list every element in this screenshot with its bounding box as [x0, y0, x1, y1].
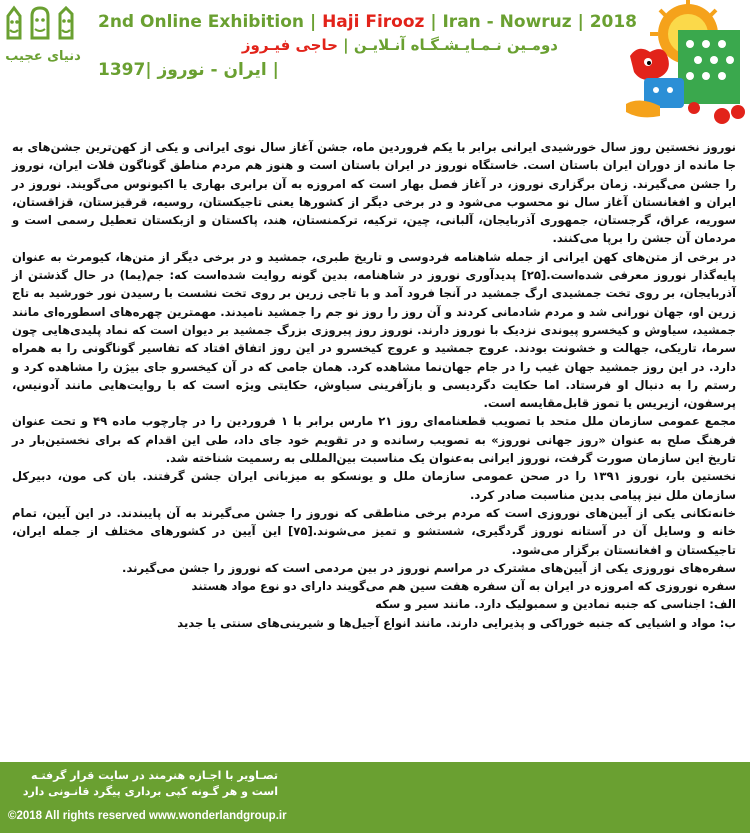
title-persian-separator: | [337, 36, 354, 54]
title-english [98, 10, 638, 34]
page-header [0, 0, 750, 130]
paragraph: نخستین بار، نوروز ۱۳۹۱ را در صحن عمومی سازمان ملل و یونسکو به میزبانی ایران جشن گرفتند. بان کی مون، دبیرکل سازمان ملل نیز پیامی بدین مناسبت صادر کرد. [12, 469, 736, 502]
artist-name-english: Haji Firooz [322, 12, 425, 32]
haji-firooz-illustration [620, 0, 750, 130]
copyright-line-2: است و هر گـونه کپی برداری پیگرد قانـونی دارد [22, 785, 278, 798]
wonderland-logo [4, 4, 82, 70]
title-prefix: 2nd Online Exhibition [98, 12, 305, 32]
title-rest: | Iran - Nowruz | 2018 [424, 12, 638, 32]
paragraph: ب: مواد و اشیایی که جنبه خوراکی و پذیرایی دارند. مانند انواع آجیل‌ها و شیرینی‌های سنتی یا جدید [177, 615, 736, 630]
exhibition-title-block [98, 10, 638, 82]
title-separator: | [304, 12, 323, 32]
country-occasion-persian: | ایران - نوروز | [145, 60, 285, 80]
title-persian-main: دومـین نـمـایـشـگـاه آنـلایـن [353, 36, 558, 54]
paragraph: سفره نوروزی که امروزه در ایران به آن سفره هفت سین هم می‌گویند دارای دو نوع مواد هستند [191, 579, 736, 594]
year-persian: 1397 [98, 60, 146, 80]
paragraph: نوروز نخستین روز سال خورشیدی ایرانی برابر با یکم فروردین ماه، جشن آغاز سال نوی ایرانی و یکی از کهن‌ترین جشن‌های به جا مانده از دوران ایران باستان است. خاستگاه نوروز در ایران باستان است و هنوز هم مردم مناطق گوناگون فلات ایران، نوروز را جشن می‌گیرند. زمان برگزاری نوروز، در آغاز فصل بهار است که امروزه به آن برابری بهاری یا اکیونوس می‌گویند. نوروز در ایران و افغانستان آغاز سال نو محسوب می‌شود و در برخی دیگر از کشورها یعنی تاجیکستان، روسیه، قرقیزستان، قزاقستان، سوریه، عراق، گرجستان، جمهوری آذربایجان، آلبانی، چین، ترکیه، ترکمنستان، هند، پاکستان و ازبکستان تعطیل رسمی است و مردمان آن جشن را برپا می‌کنند. [12, 140, 736, 246]
copyright-line-1: تصـاویر با اجـازه هنرمند در سایت قرار گرفتـه [31, 769, 278, 782]
copyright-english: ©2018 All rights reserved www.wonderlandgroup.ir [8, 810, 287, 822]
artist-name-persian: حاجی فیـروز [241, 36, 338, 54]
copyright-notice-persian [8, 768, 278, 800]
title-persian-year-line [98, 58, 618, 82]
logo-text: دنیای عجیب [5, 49, 81, 64]
page-footer [0, 762, 750, 833]
paragraph: مجمع عمومی سازمان ملل متحد با تصویب قطعنامه‌ای روز ۲۱ مارس برابر با ۱ فروردین را در چارچوب ماده ۴۹ و تحت عنوان فرهنگ صلح به عنوان «روز جهانی نوروز» به تصویب رسانده و در تقویم خود جای داد، طی این اقدام که برای نخستین‌بار در تاریخ این سازمان صورت گرفت، نوروز ایرانی به‌عنوان یک مناسبت بین‌المللی به رسمیت شناخته شد. [12, 414, 736, 466]
paragraph: سفره‌های نوروزی یکی از آیین‌های مشترک در مراسم نوروز در بین مردمی است که نوروز را جشن می‌گیرند. [122, 560, 736, 575]
paragraph: خانه‌تکانی یکی از آیین‌های نوروزی است که مردم برخی مناطقی که نوروز را جشن می‌گیرند به آن پایبندند. در این آیین، تمام خانه و وسایل آن در آستانه نوروز گردگیری، شستشو و تمیز می‌شوند.[۷۵] این آیین در کشورهای مختلف از جمله ایران، تاجیکستان و افغانستان برگزار می‌شود. [12, 505, 736, 557]
title-persian [98, 34, 558, 56]
article-body [12, 138, 736, 632]
paragraph: الف: اجناسی که جنبه نمادین و سمبولیک دارد. مانند سیر و سکه [375, 597, 736, 612]
paragraph: در برخی از متن‌های کهن ایرانی از جمله شاهنامه فردوسی و تاریخ طبری، جمشید و در برخی دیگر از متن‌ها، کیومرث به عنوان پایه‌گذار نوروز معرفی شده‌است.[۲۵] پدیدآوری نوروز در شاهنامه، بدین گونه روایت شده‌است که: جم(یما) در حال گذشتن از آذربایجان، بر روی تخت جمشیدی ارگ جمشید در آنجا فرود آمد و با تاجی زرین بر روی تخت نشست با رسیدن نور خورشید به تاج زرین او، جهان نورانی شد و مردم شادمانی کردند و آن روز را روز نو جم را جمشید نامیدند. مهمترین چهره‌های اسطوره‌ای مانند جمشید، سیاوش و کیخسرو پیوندی نزدیک با نوروز دارند. نوروز روز پیروزی بزرگ جمشید بر دیوان است که نماد پلیدی‌هایی چون سرما، تاریکی، جهالت و خشونت بودند. عروج جمشید و عروج کیخسرو در این روز اتفاق افتاد که تفاسیر گوناگونی را به همراه دارد. در این روز جمشید جهان غیب را در جام جهان‌نما مشاهده کرد. همان جامی که در آن کیخسرو جای بیژن را مشاهده کرد و رستم را به دنبال او فرستاد. اما حکایت دگردیسی و بازآفرینی سیاوش، حکایتی ویژه است که با روایت‌هایی مانند آدونیس، پرسفون، ازیریس یا تموز قابل‌مقایسه است. [12, 249, 737, 411]
